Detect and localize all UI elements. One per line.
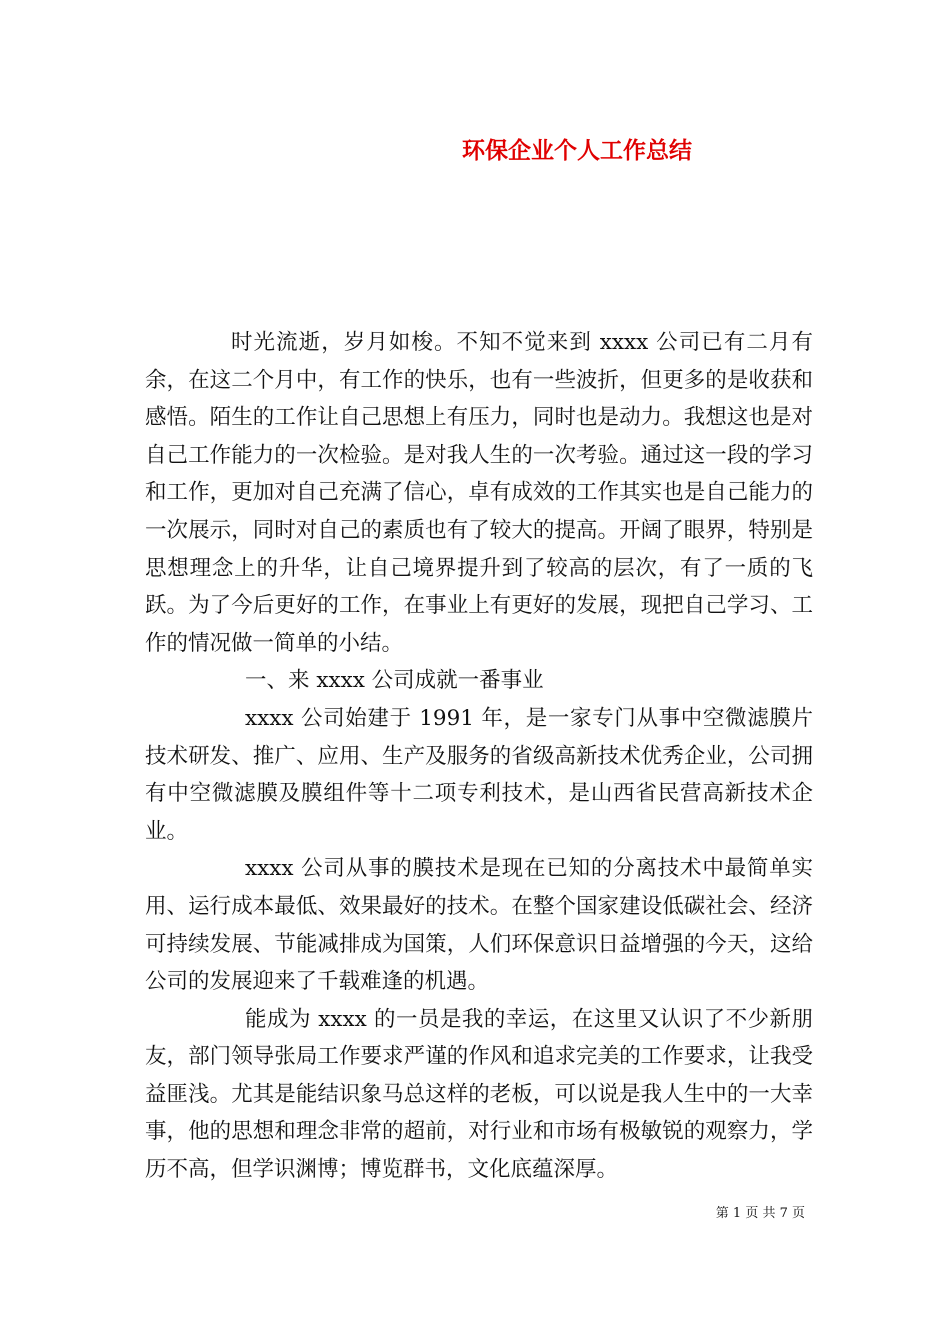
section-heading: 一、来 xxxx 公司成就一番事业 (245, 668, 544, 694)
paragraph-company: xxxx 公司始建于 1991 年，是一家专门从事中空微滤膜片技术研发、推广、应用、生产及服务的省级高新技术优秀企业，公司拥有中空微滤膜及膜组件等十二项专利技术，是山西省民营高新技术企业。 (145, 705, 813, 844)
paragraph-technology: xxxx 公司从事的膜技术是现在已知的分离技术中最简单实用、运行成本最低、效果最好的技术。在整个国家建设低碳社会、经济可持续发展、节能减排成为国策，人们环保意识日益增强的今天，这给公司的发展迎来了千载难逢的机遇。 (145, 856, 813, 995)
paragraph-colleagues: 能成为 xxxx 的一员是我的幸运，在这里又认识了不少新朋友，部门领导张局工作要求严谨的作风和追求完美的工作要求，让我受益匪浅。尤其是能结识象马总这样的老板，可以说是我人生中的一大幸事，他的思想和理念非常的超前，对行业和市场有极敏锐的观察力，学历不高，但学识渊博；博览群书，文化底蕴深厚。 (145, 1006, 813, 1183)
paragraph-intro: 时光流逝，岁月如梭。不知不觉来到 xxxx 公司已有二月有余，在这二个月中，有工作的快乐，也有一些波折，但更多的是收获和感悟。陌生的工作让自己思想上有压力，同时也是动力。我想这也是对自己工作能力的一次检验。是对我人生的一次考验。通过这一段的学习和工作，更加对自己充满了信心，卓有成效的工作其实也是自己能力的一次展示，同时对自己的素质也有了较大的提高。开阔了眼界，特别是思想理念上的升华，让自己境界提升到了较高的层次，有了一质的飞跃。为了今后更好的工作，在事业上有更好的发展，现把自己学习、工作的情况做一简单的小结。 (145, 330, 813, 656)
document-title: 环保企业个人工作总结 (462, 138, 692, 164)
page-number-footer: 第 1 页 共 7 页 (715, 1206, 805, 1221)
document-body (145, 324, 813, 1189)
